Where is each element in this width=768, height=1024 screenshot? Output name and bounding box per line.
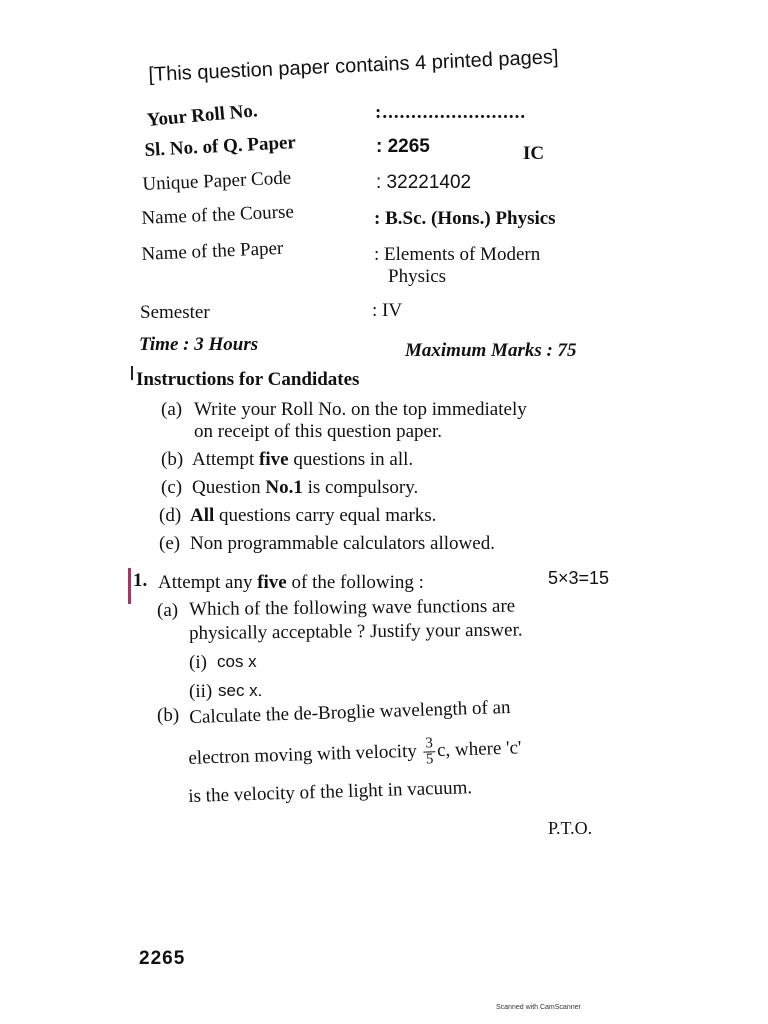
time-allowed: Time : 3 Hours [139, 334, 259, 355]
question-1a-ii-tag: (ii) [189, 681, 213, 702]
paper-name-value-line1: : Elements of Modern [374, 244, 541, 265]
instruction-b-post: questions in all. [288, 449, 414, 470]
instruction-c-tag: (c) [161, 477, 183, 498]
question-1a-line1: Which of the following wave functions are [189, 595, 516, 620]
semester-label: Semester [140, 302, 210, 323]
question-1b-line2-post: c, where 'c' [436, 737, 522, 762]
margin-mark-question-1 [128, 568, 131, 604]
velocity-fraction [423, 736, 435, 767]
sl-no-value: : 2265 [376, 136, 430, 157]
instruction-d-tag: (d) [159, 505, 182, 526]
roll-no-label: Your Roll No. [146, 100, 259, 131]
pages-note: [This question paper contains 4 printed pages] [148, 46, 559, 86]
sl-no-suffix: IC [523, 143, 545, 164]
instruction-e: Non programmable calculators allowed. [190, 533, 495, 554]
course-name-label: Name of the Course [141, 201, 295, 229]
question-1a-tag: (a) [157, 600, 179, 621]
question-1-post: of the following : [286, 572, 424, 593]
maximum-marks: Maximum Marks : 75 [405, 340, 577, 361]
paper-name-label: Name of the Paper [141, 237, 284, 265]
instruction-c-pre: Question [192, 477, 266, 498]
instruction-b [192, 449, 413, 471]
question-1a-i-tag: (i) [189, 652, 207, 673]
paper-name-value-line2: Physics [388, 266, 447, 287]
question-1b-tag: (b) [157, 705, 180, 726]
course-name-value: : B.Sc. (Hons.) Physics [374, 208, 556, 229]
question-1a-i: cos x [217, 652, 257, 671]
question-1-stem [158, 572, 424, 594]
instructions-heading: Instructions for Candidates [136, 369, 360, 390]
instruction-d-post: questions carry equal marks. [214, 505, 437, 526]
question-1a-line2: physically acceptable ? Justify your answer. [189, 619, 523, 644]
camscanner-note: Scanned with CamScanner [496, 1004, 581, 1011]
footer-paper-code: 2265 [139, 948, 186, 969]
instruction-b-tag: (b) [161, 449, 184, 470]
instruction-b-bold: five [259, 449, 289, 470]
pto-note: P.T.O. [548, 818, 593, 838]
question-1-pre: Attempt any [158, 572, 258, 593]
question-1b-line2 [188, 734, 522, 775]
instruction-a-tag: (a) [161, 399, 183, 420]
fraction-numerator: 3 [423, 736, 435, 752]
instruction-a-line1: Write your Roll No. on the top immediately [194, 399, 527, 420]
unique-paper-code-value: : 32221402 [376, 172, 472, 193]
instruction-e-tag: (e) [159, 533, 181, 554]
question-1-bold: five [257, 572, 287, 593]
fraction-denominator: 5 [425, 751, 434, 768]
instruction-a-line2: on receipt of this question paper. [194, 421, 442, 442]
semester-value: : IV [372, 300, 403, 321]
question-1b-line1: Calculate the de-Broglie wavelength of an [189, 696, 511, 728]
question-1b-line3: is the velocity of the light in vacuum. [188, 777, 473, 807]
question-1b-line2-pre: electron moving with velocity [188, 740, 418, 769]
question-1-marks: 5×3=15 [548, 568, 610, 588]
instruction-c-bold: No.1 [265, 477, 303, 498]
question-1a-ii: sec x. [218, 681, 263, 700]
instruction-b-pre: Attempt [192, 449, 260, 470]
instruction-d [190, 505, 436, 527]
instruction-d-bold: All [190, 505, 215, 526]
instruction-c [192, 477, 418, 499]
roll-no-field: :......................... [375, 102, 527, 123]
sl-no-label: Sl. No. of Q. Paper [144, 132, 297, 161]
instruction-c-post: is compulsory. [302, 477, 419, 498]
unique-paper-code-label: Unique Paper Code [142, 167, 292, 195]
margin-mark-instructions [131, 366, 133, 380]
question-1-number: 1. [133, 570, 148, 591]
